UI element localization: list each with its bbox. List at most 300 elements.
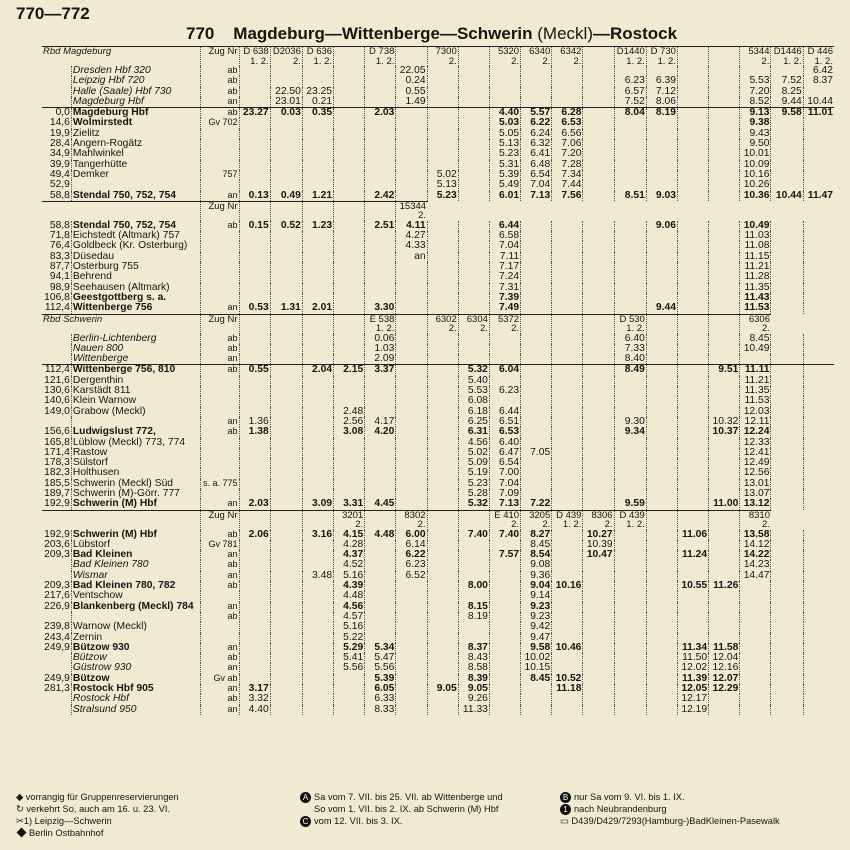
time-cell: 5.13 [489,139,520,149]
time-cell: 7.56 [552,191,583,202]
time-cell [239,231,270,241]
time-cell [646,149,677,159]
time-cell: 7.13 [489,499,520,510]
time-cell [771,221,803,231]
km-cell: 171,4 [44,446,70,458]
time-cell: 4.40 [489,108,520,119]
timetable-row [42,530,834,540]
time-cell [803,334,834,344]
time-cell: 12.05 [677,684,708,694]
time-cell: 7.34 [552,170,583,180]
train-number-cell [239,314,270,334]
station-name: Wittenberge 756 [71,303,200,314]
time-cell [427,560,458,570]
time-cell [458,622,489,632]
time-cell [614,468,646,478]
time-cell: 7.04 [489,479,520,489]
time-cell [552,489,583,499]
time-cell [646,170,677,180]
time-cell [583,149,614,159]
time-cell [646,283,677,293]
time-cell [302,427,333,437]
time-cell [583,602,614,612]
time-cell [677,180,708,190]
time-cell [489,674,520,684]
time-cell: 3.16 [302,530,333,540]
time-cell [239,66,270,76]
km-cell: 130,6 [44,385,70,397]
time-cell [803,407,834,417]
time-cell: 8.54 [521,550,552,560]
station-name: Karstädt 811 [71,386,200,396]
time-cell [365,231,396,241]
time-cell: 6.48 [521,160,552,170]
train-class: 2. [511,323,520,335]
time-cell [614,160,646,170]
time-cell [239,170,270,180]
time-cell [458,334,489,344]
time-cell [365,560,396,570]
mark-c-icon: C [300,816,311,827]
timetable-row [42,622,834,632]
timetable-title [186,24,677,44]
time-cell [365,160,396,170]
time-cell: 4.56 [334,602,365,612]
time-cell [771,591,803,601]
time-cell [771,262,803,272]
time-cell [646,139,677,149]
time-cell [270,448,302,458]
time-cell [803,643,834,653]
time-cell [646,448,677,458]
time-cell [239,396,270,406]
timetable-row [42,560,834,570]
station-name: Wolmirstedt [71,118,200,128]
time-cell [709,180,740,190]
station-name: Bad Kleinen 780, 782 [71,581,200,591]
time-cell [583,581,614,591]
time-cell [396,303,427,314]
time-cell [302,129,333,139]
time-cell [270,530,302,540]
time-cell [396,417,427,427]
time-cell [583,705,614,715]
time-cell [270,149,302,159]
time-cell [803,160,834,170]
time-cell [771,479,803,489]
time-cell [396,108,427,119]
title-main: Magdeburg—Wittenberge—Schwerin [233,24,533,43]
time-cell [709,66,740,76]
time-cell [489,705,520,715]
footnote-through-car: ▭ D439/D429/7293(Hamburg-)BadKleinen-Pasewalk [560,816,780,827]
arr-dep-label: an [200,705,239,715]
train-number-cell [239,47,270,67]
time-cell [458,129,489,139]
time-cell [427,489,458,499]
time-cell [740,354,771,365]
time-cell [365,540,396,550]
km-cell: 209,3 [44,580,70,592]
time-cell [270,365,302,376]
time-cell: 3.37 [365,365,396,376]
time-cell [334,118,365,128]
km-cell: 39,9 [49,158,70,170]
footnote-reservation: ◆ vorrangig für Gruppenreservierungen [16,792,179,802]
time-cell [771,438,803,448]
time-cell [803,386,834,396]
timetable-row [42,458,834,468]
time-cell [614,221,646,231]
timetable-row [42,581,834,591]
time-cell [583,663,614,673]
time-cell [302,684,333,694]
time-cell [583,386,614,396]
time-cell [552,602,583,612]
time-cell [239,334,270,344]
time-cell: 8.45 [740,334,771,344]
time-cell [521,303,552,314]
time-cell [458,160,489,170]
footnote-a2: So vom 1. VII. bis 2. IX. ab Schwerin (M) Hbf [314,804,499,815]
time-cell [458,221,489,231]
time-cell [614,458,646,468]
time-cell: 7.20 [552,149,583,159]
time-cell: 4.48 [365,530,396,540]
train-number-cell [521,510,552,530]
time-cell: 5.16 [334,622,365,632]
time-cell: 10.36 [740,191,771,202]
time-cell [270,674,302,684]
station-name: Düsedau [71,252,200,262]
time-cell [427,262,458,272]
km-cell: 156,6 [44,426,70,438]
time-cell: 1.38 [239,427,270,437]
time-cell: 2.51 [365,221,396,231]
time-cell: 22.05 [396,66,427,76]
time-cell [302,139,333,149]
time-cell [427,376,458,386]
time-cell: 10.02 [521,653,552,663]
km-cell: 76,4 [49,240,70,252]
time-cell [458,139,489,149]
train-number-cell [270,47,302,67]
train-number: 6306 [748,313,770,325]
time-cell [334,262,365,272]
time-cell [365,386,396,396]
time-cell [677,170,708,180]
time-cell [489,612,520,622]
time-cell [583,417,614,427]
time-cell: 10.01 [740,149,771,159]
time-cell: 0.15 [239,221,270,231]
time-cell [270,438,302,448]
time-cell: 12.17 [677,694,708,704]
time-cell [583,97,614,108]
time-cell: 9.03 [646,191,677,202]
time-cell [583,684,614,694]
train-number-cell [583,510,614,530]
title-mid: (Meckl) [532,24,593,43]
km-cell: 0,0 [42,108,71,119]
train-class: 2. [355,519,364,531]
time-cell [646,499,677,510]
time-cell [270,376,302,386]
time-cell: 7.40 [489,530,520,540]
time-cell: 9.23 [521,612,552,622]
time-cell: 14.47 [740,571,771,581]
timetable-row [42,129,834,139]
time-cell: 6.42 [803,66,834,76]
time-cell: 14.12 [740,540,771,550]
time-cell [489,653,520,663]
time-cell [771,376,803,386]
station-name: Bützow 930 [71,643,200,653]
time-cell [677,149,708,159]
time-cell: 1.03 [365,344,396,354]
arr-dep-label [200,252,239,262]
time-cell [270,241,302,251]
time-cell [334,334,365,344]
time-cell [458,560,489,570]
time-cell [521,365,552,376]
station-name: Rostock Hbf [71,694,200,704]
km-cell [42,97,71,108]
station-name: Klein Warnow [71,396,200,406]
time-cell [427,118,458,128]
train-number: D 446 [807,46,833,57]
train-number-row [42,47,834,67]
time-cell [709,76,740,86]
time-cell [302,653,333,663]
time-cell [771,407,803,417]
station-name: Eichstedt (Altmark) 757 [71,231,200,241]
train-class: 1. 2. [375,323,395,335]
time-cell [334,97,365,108]
train-number-cell [552,510,583,530]
title-prefix: 770 [186,24,215,43]
time-cell: 5.31 [489,160,520,170]
time-cell [583,376,614,386]
time-cell [803,550,834,560]
arr-dep-label [200,376,239,386]
time-cell [646,438,677,448]
time-cell: 6.18 [458,407,489,417]
time-cell: 5.56 [365,663,396,673]
station-name: Bützow [71,674,200,684]
time-cell: 11.26 [709,581,740,591]
train-number-cell [302,314,333,334]
km-cell [42,344,71,354]
time-cell: 7.24 [489,272,520,282]
train-number: D 530 [619,313,645,325]
time-cell [614,438,646,448]
station-name: Stralsund 950 [71,705,200,715]
time-cell [646,458,677,468]
km-cell: 52,9 [49,179,70,191]
time-cell [614,684,646,694]
time-cell [427,458,458,468]
time-cell [396,149,427,159]
time-cell [239,262,270,272]
time-cell: 0.03 [270,108,302,119]
time-cell [709,149,740,159]
time-cell [521,272,552,282]
time-cell [709,602,740,612]
time-cell [740,653,771,663]
time-cell [552,241,583,251]
time-cell [521,376,552,386]
train-number-cell [583,314,614,334]
time-cell [614,622,646,632]
arr-dep-label: ab [200,334,239,344]
train-class: 2. [448,323,457,335]
time-cell [427,108,458,119]
time-cell: 6.01 [489,191,520,202]
time-cell [771,170,803,180]
time-cell [458,97,489,108]
time-cell: 10.16 [740,170,771,180]
time-cell [458,241,489,251]
station-name: Leipzig Hbf 720 [71,76,200,86]
train-number-cell [302,47,333,67]
time-cell [302,231,333,241]
time-cell [270,591,302,601]
time-cell [803,530,834,540]
time-cell [771,241,803,251]
train-class: 2. [292,55,301,67]
km-cell: 217,6 [44,590,70,602]
time-cell [552,705,583,715]
station-name: Bad Kleinen 780 [71,560,200,570]
timetable-row [42,354,834,365]
time-cell [396,705,427,715]
time-cell [270,170,302,180]
time-cell [552,622,583,632]
time-cell [771,272,803,282]
train-number-cell [740,47,771,67]
time-cell [239,87,270,97]
time-cell [521,458,552,468]
time-cell [803,540,834,550]
time-cell [552,448,583,458]
time-cell: 0.55 [396,87,427,97]
time-cell [458,344,489,354]
train-number: E 410 [494,509,520,521]
arr-dep-label: Gv ab [200,674,239,684]
time-cell [677,303,708,314]
time-cell [614,663,646,673]
train-class: 1. 2. [375,55,395,67]
time-cell [489,591,520,601]
km-cell: 14,6 [49,117,70,129]
time-cell: 6.00 [396,530,427,540]
arr-dep-label [200,448,239,458]
time-cell: 10.26 [740,180,771,190]
time-cell: 12.03 [740,407,771,417]
time-cell [803,468,834,478]
arr-dep-label: ab [200,66,239,76]
time-cell [677,386,708,396]
time-cell [709,396,740,406]
time-cell [771,489,803,499]
station-name: Seehausen (Altmark) [71,283,200,293]
time-cell [396,653,427,663]
time-cell [803,293,834,303]
time-cell [521,76,552,86]
time-cell [803,303,834,314]
train-class: 1. 2. [313,55,333,67]
time-cell: 6.22 [521,118,552,128]
time-cell [771,622,803,632]
arr-dep-label: ab [200,221,239,231]
time-cell [458,118,489,128]
time-cell [521,66,552,76]
time-cell [239,252,270,262]
time-cell [583,303,614,314]
time-cell: 6.05 [365,684,396,694]
km-cell [42,334,71,344]
time-cell: 5.03 [489,118,520,128]
time-cell: 10.15 [521,663,552,673]
time-cell: 12.56 [740,468,771,478]
time-cell [803,438,834,448]
time-cell [614,303,646,314]
arr-dep-label [200,262,239,272]
time-cell [646,694,677,704]
time-cell [583,694,614,704]
time-cell [709,560,740,570]
time-cell [709,262,740,272]
time-cell: 5.32 [458,499,489,510]
time-cell [334,170,365,180]
time-cell: 2.15 [334,365,365,376]
zug-label: Zug Nr [200,47,239,67]
time-cell: 5.02 [458,448,489,458]
time-cell: 2.09 [365,354,396,365]
train-number-cell [583,47,614,67]
time-cell [803,499,834,510]
time-cell [270,550,302,560]
time-cell [709,458,740,468]
time-cell: 9.59 [614,499,646,510]
time-cell [646,705,677,715]
train-number-cell [521,47,552,67]
time-cell [427,499,458,510]
time-cell [427,550,458,560]
time-cell: 13.12 [740,499,771,510]
time-cell: 9.58 [521,643,552,653]
time-cell [614,653,646,663]
time-cell [396,427,427,437]
time-cell [646,560,677,570]
time-cell [614,262,646,272]
time-cell [677,221,708,231]
time-cell [583,354,614,365]
mark-b-icon: B [560,792,571,803]
timetable-row [42,303,834,314]
time-cell [552,252,583,262]
time-cell [427,622,458,632]
time-cell: 7.13 [521,191,552,202]
time-cell [521,231,552,241]
time-cell: 10.27 [583,530,614,540]
time-cell [771,684,803,694]
time-cell [771,252,803,262]
time-cell [270,694,302,704]
time-cell: 9.42 [521,622,552,632]
station-name: Rostock Hbf 905 [71,684,200,694]
